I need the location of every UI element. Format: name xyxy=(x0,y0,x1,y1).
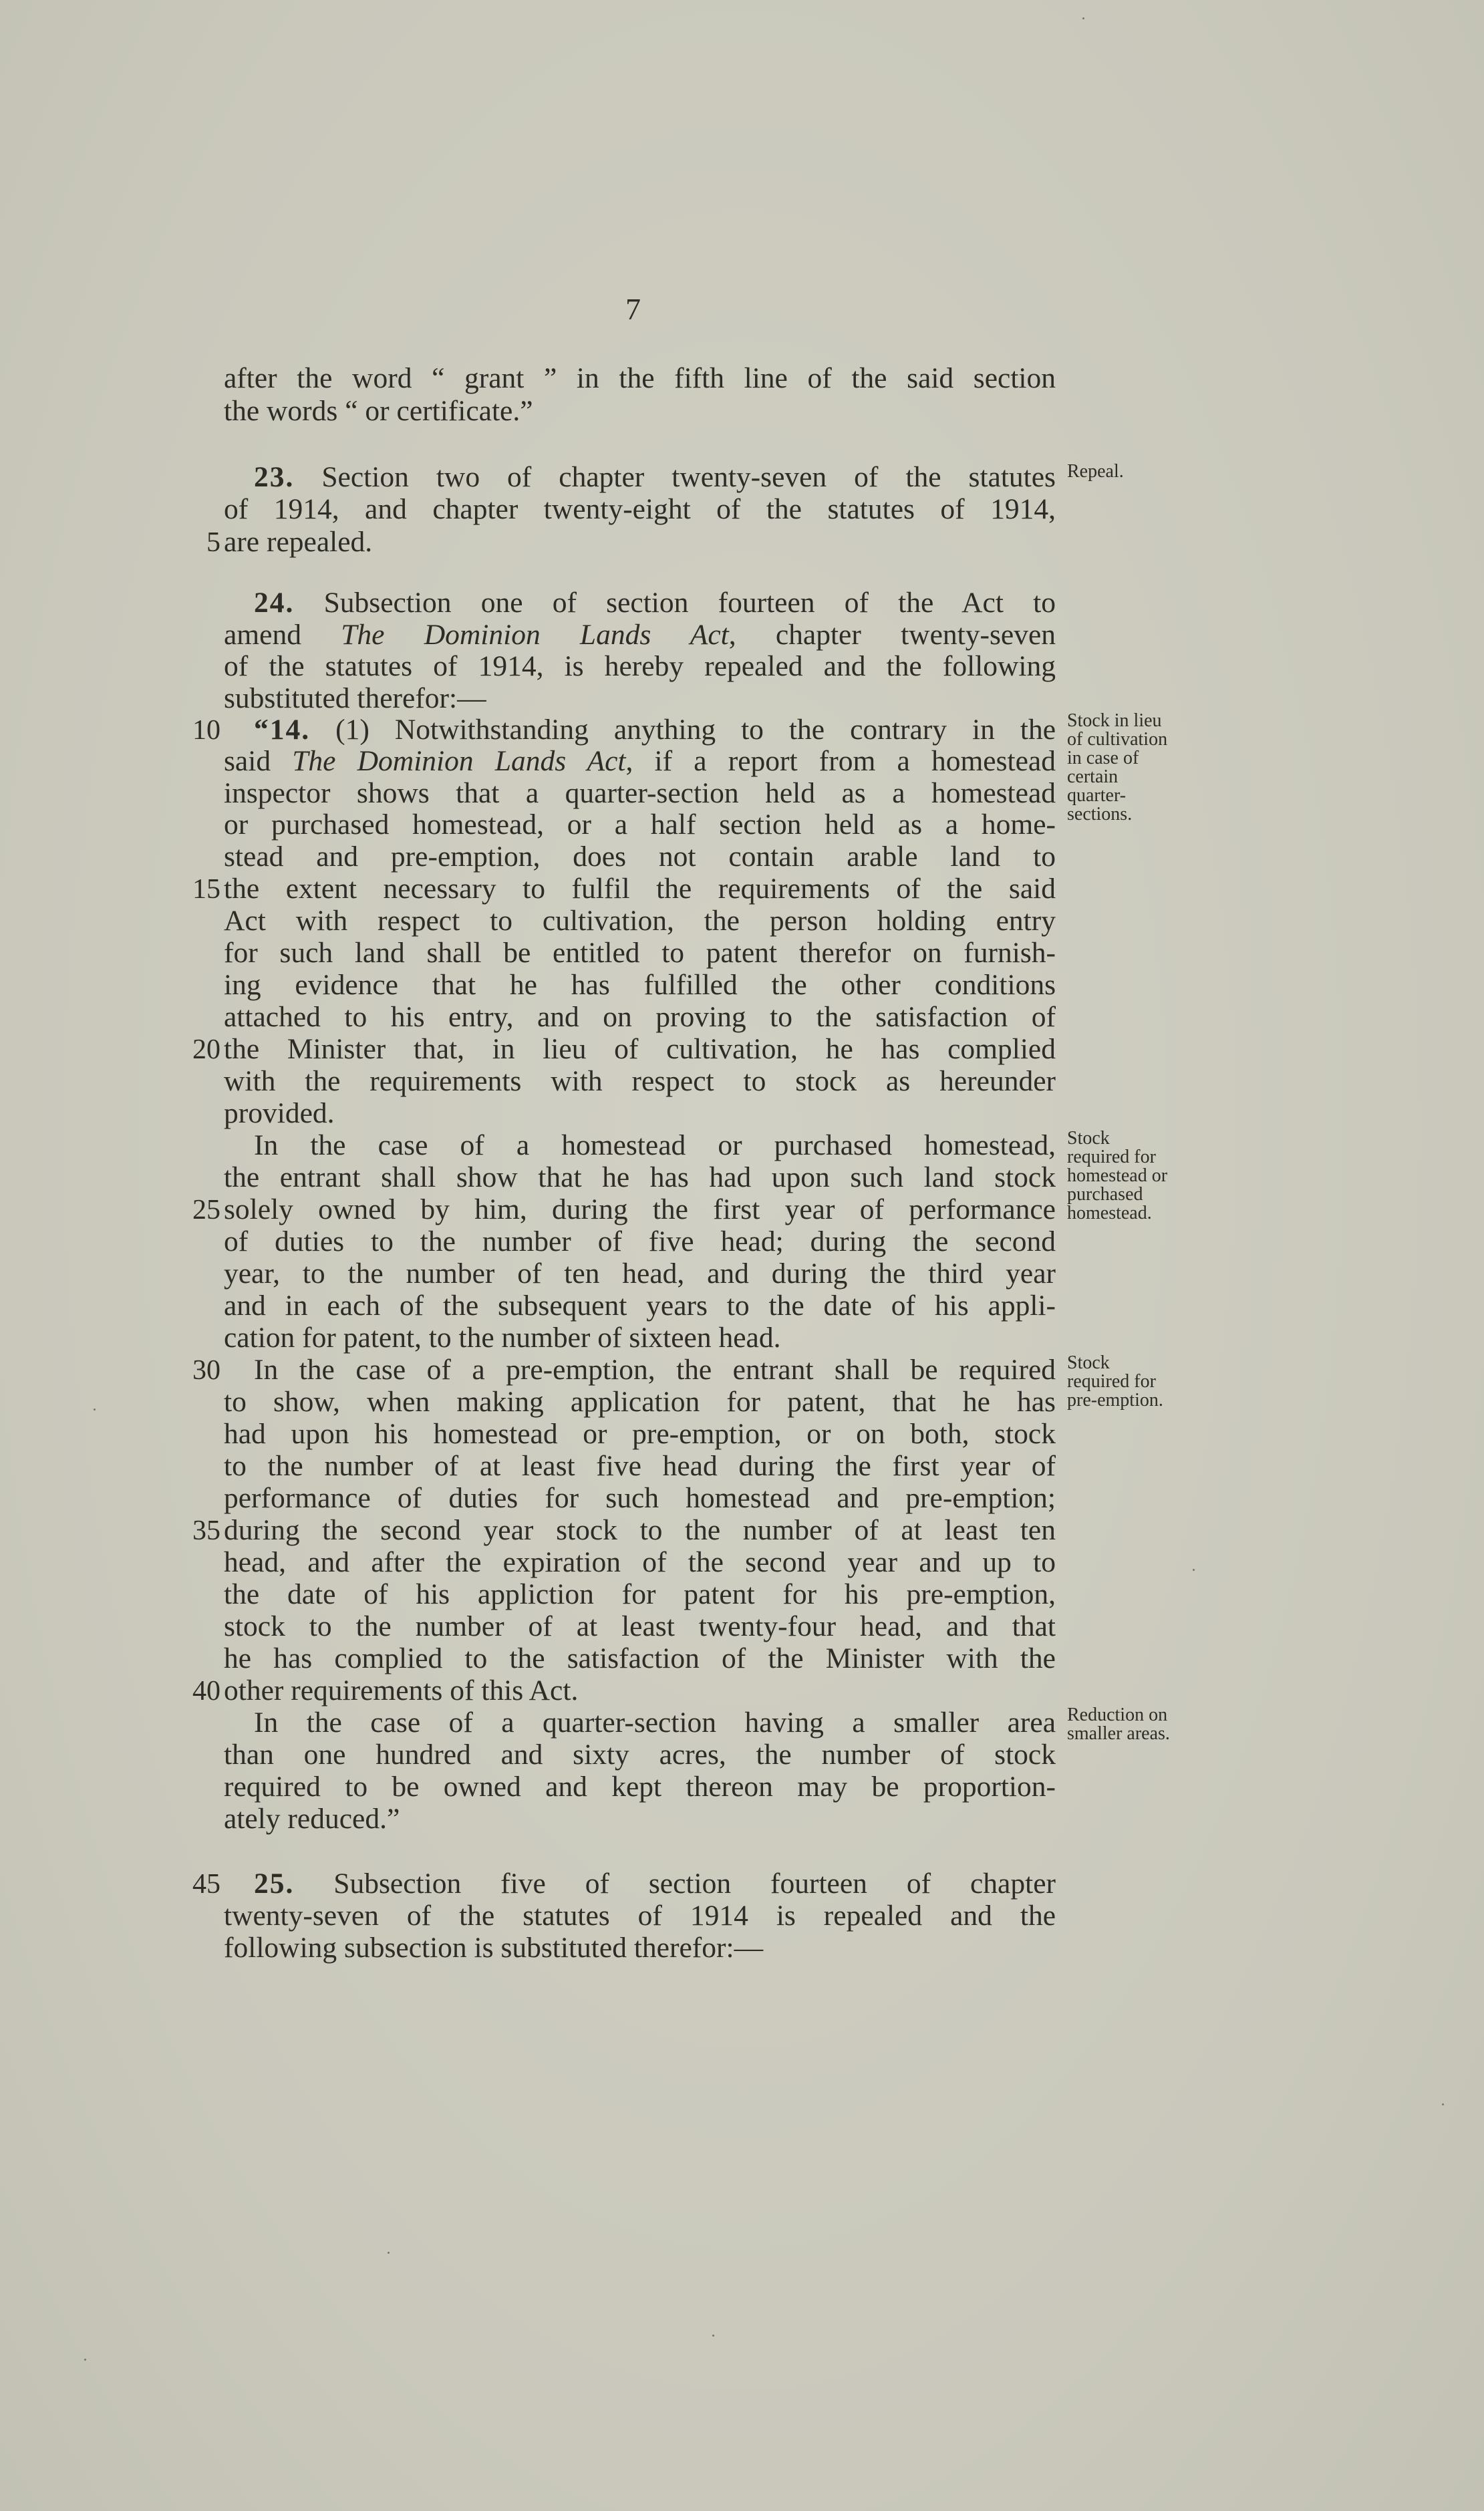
line-text: the date of his appliction for patent for his pre-emption, xyxy=(224,1578,1056,1610)
margin-note-line: quarter- xyxy=(1067,785,1127,806)
paper-speck xyxy=(712,2335,714,2337)
line-text: he has complied to the satisfaction of the Minister with the xyxy=(224,1642,1056,1674)
line-text: Act with respect to cultivation, the person holding entry xyxy=(224,905,1056,937)
margin-note-line: Repeal. xyxy=(1067,461,1124,482)
line-text: following subsection is substituted therefor:— xyxy=(224,1932,764,1964)
line-text: during the second year stock to the number of at least ten xyxy=(224,1514,1056,1546)
text-line xyxy=(224,1065,1056,1097)
text-line xyxy=(224,1932,1056,1964)
line-text: to show, when making application for patent, that he has xyxy=(224,1386,1056,1418)
text-line xyxy=(224,1578,1056,1610)
text-line xyxy=(224,1546,1056,1578)
line-text: Subsection five of section fourteen of chapter xyxy=(294,1868,1056,1900)
margin-note xyxy=(1067,1354,1221,1410)
text-line xyxy=(254,1707,1056,1739)
text-line xyxy=(224,682,1056,714)
line-text: to the number of at least five head during the first year of xyxy=(224,1450,1056,1482)
line-text: or purchased homestead, or a half section held as a home- xyxy=(224,808,1056,841)
line-text: solely owned by him, during the first year of performance xyxy=(224,1193,1056,1225)
page-number: 7 xyxy=(625,292,641,326)
margin-note-line: Stock in lieu xyxy=(1067,710,1162,731)
line-text: had upon his homestead or pre-emption, or on both, stock xyxy=(224,1418,1056,1450)
line-number: 45 xyxy=(192,1869,220,1900)
line-text: the extent necessary to fulfil the requirements of the said xyxy=(224,873,1056,905)
margin-note xyxy=(1067,462,1221,481)
margin-note xyxy=(1067,1706,1221,1743)
section-number: “14. xyxy=(254,714,311,746)
text-line xyxy=(224,1225,1056,1258)
paper-speck xyxy=(1442,2103,1444,2105)
line-text: year, to the number of ten head, and during the third year xyxy=(224,1258,1056,1290)
text-line xyxy=(254,714,1056,746)
text-line xyxy=(224,777,1056,809)
text-line xyxy=(224,1097,1056,1129)
text-line xyxy=(224,650,1056,682)
line-text: (1) Notwithstanding anything to the contrary in the xyxy=(310,714,1056,746)
text-line xyxy=(224,745,1056,777)
line-text: than one hundred and sixty acres, the number of stock xyxy=(224,1739,1056,1771)
text-line xyxy=(224,1386,1056,1418)
text-line xyxy=(224,493,1056,525)
paper-speck xyxy=(388,2252,390,2254)
margin-note-line: Stock xyxy=(1067,1128,1110,1149)
line-text: stock to the number of at least twenty-four head, and that xyxy=(224,1610,1056,1642)
line-number: 15 xyxy=(192,874,220,905)
text-line xyxy=(254,461,1056,493)
line-text: the words “ or certificate.” xyxy=(224,395,533,427)
line-number: 10 xyxy=(192,715,220,746)
text-line xyxy=(224,619,1056,651)
margin-note-line: purchased xyxy=(1067,1184,1143,1205)
paper-speck xyxy=(1193,1569,1195,1571)
text-line xyxy=(224,526,1056,558)
line-number: 30 xyxy=(192,1355,220,1386)
line-text: substituted therefor:— xyxy=(224,682,486,714)
paper-speck xyxy=(1082,17,1084,19)
line-text: other requirements of this Act. xyxy=(224,1674,579,1707)
line-text: inspector shows that a quarter-section held as a homestead xyxy=(224,777,1056,809)
margin-note-line: homestead or xyxy=(1067,1165,1168,1186)
text-line xyxy=(224,1033,1056,1065)
line-text: In the case of a homestead or purchased homestead, xyxy=(254,1129,1056,1161)
text-line xyxy=(224,905,1056,937)
line-text: In the case of a pre-emption, the entrant shall be required xyxy=(254,1354,1056,1386)
line-text: ately reduced.” xyxy=(224,1803,400,1835)
text-line xyxy=(254,587,1056,619)
text-line xyxy=(254,1868,1056,1900)
margin-note-line: pre-emption. xyxy=(1067,1390,1163,1411)
line-text: amend The Dominion Lands Act, chapter twenty-seven xyxy=(224,619,1056,651)
line-number: 35 xyxy=(192,1515,220,1546)
line-number: 40 xyxy=(192,1676,220,1707)
line-text: the entrant shall show that he has had upon such land stock xyxy=(224,1161,1056,1193)
margin-note-line: Stock xyxy=(1067,1352,1110,1373)
margin-note xyxy=(1067,712,1221,824)
margin-note-line: required for xyxy=(1067,1147,1156,1167)
line-number: 25 xyxy=(192,1195,220,1225)
text-line xyxy=(224,1450,1056,1482)
text-line xyxy=(224,969,1056,1001)
text-line xyxy=(224,1514,1056,1546)
line-text: with the requirements with respect to stock as hereunder xyxy=(224,1065,1056,1097)
text-line xyxy=(224,362,1056,394)
line-text: In the case of a quarter-section having a smaller area xyxy=(254,1707,1056,1739)
text-line xyxy=(224,1161,1056,1193)
line-text: performance of duties for such homestead and pre-emption; xyxy=(224,1482,1056,1514)
text-line xyxy=(224,1322,1056,1354)
paper-speck xyxy=(94,1409,96,1411)
line-text: are repealed. xyxy=(224,526,373,558)
text-line xyxy=(224,1771,1056,1803)
text-line xyxy=(224,808,1056,841)
margin-note-line: of cultivation xyxy=(1067,729,1168,750)
line-text: attached to his entry, and on proving to the satisfaction of xyxy=(224,1001,1056,1033)
line-text: of duties to the number of five head; during the second xyxy=(224,1225,1056,1258)
text-line xyxy=(254,1129,1056,1161)
line-text: and in each of the subsequent years to the date of his appli- xyxy=(224,1290,1056,1322)
line-text: the Minister that, in lieu of cultivation, he has complied xyxy=(224,1033,1056,1065)
line-text: Section two of chapter twenty-seven of the statutes xyxy=(294,461,1056,493)
text-line xyxy=(224,1642,1056,1674)
text-line xyxy=(224,395,1056,427)
line-text: twenty-seven of the statutes of 1914 is repealed and the xyxy=(224,1900,1056,1932)
line-text: head, and after the expiration of the second year and up to xyxy=(224,1546,1056,1578)
line-text: stead and pre-emption, does not contain arable land to xyxy=(224,841,1056,873)
line-text: for such land shall be entitled to patent therefor on furnish- xyxy=(224,937,1056,969)
text-line xyxy=(224,841,1056,873)
text-line xyxy=(254,1354,1056,1386)
text-line xyxy=(224,1900,1056,1932)
text-line xyxy=(224,1193,1056,1225)
text-line xyxy=(224,1610,1056,1642)
line-text: required to be owned and kept thereon may be proportion- xyxy=(224,1771,1056,1803)
text-line xyxy=(224,1418,1056,1450)
text-line xyxy=(224,1258,1056,1290)
text-line xyxy=(224,1803,1056,1835)
line-text: after the word “ grant ” in the fifth line of the said section xyxy=(224,362,1056,394)
line-text: of 1914, and chapter twenty-eight of the statutes of 1914, xyxy=(224,493,1056,525)
text-line xyxy=(224,1674,1056,1707)
paper-speck xyxy=(84,2359,86,2361)
text-line xyxy=(224,1290,1056,1322)
margin-note xyxy=(1067,1129,1221,1223)
section-number: 25. xyxy=(254,1868,295,1900)
text-line xyxy=(224,1001,1056,1033)
margin-note-line: certain xyxy=(1067,766,1119,787)
text-line xyxy=(224,937,1056,969)
margin-note-line: in case of xyxy=(1067,748,1139,768)
line-text: ing evidence that he has fulfilled the other conditions xyxy=(224,969,1056,1001)
line-text: Subsection one of section fourteen of the Act to xyxy=(294,587,1056,619)
margin-note-line: smaller areas. xyxy=(1067,1723,1170,1744)
text-line xyxy=(224,873,1056,905)
section-number: 23. xyxy=(254,461,295,493)
text-line xyxy=(224,1739,1056,1771)
line-text: said The Dominion Lands Act, if a report from a homestead xyxy=(224,745,1056,777)
section-number: 24. xyxy=(254,587,295,619)
line-text: of the statutes of 1914, is hereby repealed and the following xyxy=(224,650,1056,682)
line-text: provided. xyxy=(224,1097,335,1129)
line-text: cation for patent, to the number of sixteen head. xyxy=(224,1322,781,1354)
margin-note-line: sections. xyxy=(1067,804,1133,825)
line-number: 5 xyxy=(206,527,220,558)
text-line xyxy=(224,1482,1056,1514)
margin-note-line: homestead. xyxy=(1067,1203,1152,1223)
margin-note-line: Reduction on xyxy=(1067,1705,1168,1725)
line-number: 20 xyxy=(192,1034,220,1065)
margin-note-line: required for xyxy=(1067,1371,1156,1392)
